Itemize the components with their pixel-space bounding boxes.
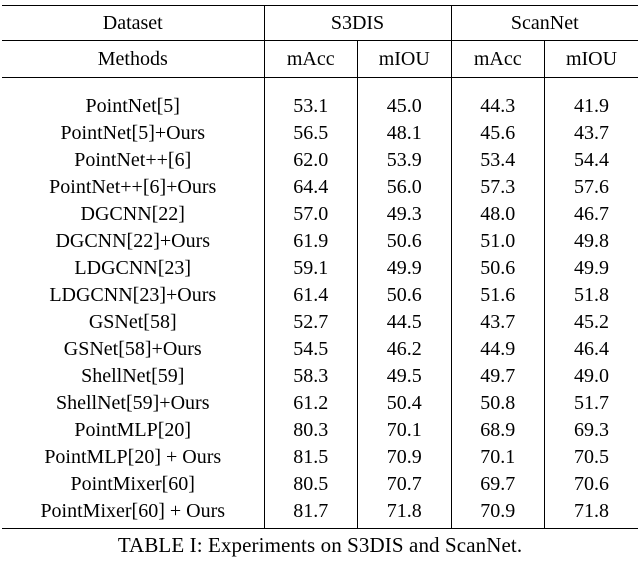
- cell-s3dis-miou: 45.0: [358, 78, 452, 120]
- cell-method: LDGCNN[23]+Ours: [2, 281, 264, 308]
- table-row: [2, 200, 638, 227]
- cell-scannet-macc: 49.7: [451, 362, 545, 389]
- cell-s3dis-miou: 56.0: [358, 173, 452, 200]
- table-row: [2, 389, 638, 416]
- cell-scannet-miou: 70.6: [574, 472, 610, 495]
- cell-method: DGCNN[22]+Ours: [2, 227, 264, 254]
- cell-s3dis-macc: 81.5: [264, 443, 358, 470]
- header-s3dis: S3DIS: [264, 6, 451, 41]
- cell-s3dis-macc: 57.0: [264, 200, 358, 227]
- cell-s3dis-miou: 71.8: [358, 497, 452, 529]
- cell-scannet-macc: 45.6: [451, 119, 545, 146]
- cell-scannet-miou: 49.8: [574, 229, 610, 252]
- table-row: [2, 416, 638, 443]
- cell-scannet-macc: 51.6: [451, 281, 545, 308]
- cell-scannet-miou: 54.4: [574, 148, 610, 171]
- table-caption: TABLE I: Experiments on S3DIS and ScanNet.: [117, 533, 523, 557]
- cell-scannet-macc: 69.7: [451, 470, 545, 497]
- header-dataset: Dataset: [2, 6, 264, 41]
- cell-scannet-miou: 70.5: [574, 445, 610, 468]
- cell-scannet-macc: 51.0: [451, 227, 545, 254]
- cell-s3dis-miou: 53.9: [358, 146, 452, 173]
- cell-scannet-macc: 50.6: [451, 254, 545, 281]
- cell-scannet-miou: 57.6: [574, 175, 610, 198]
- cell-scannet-miou: 41.9: [574, 94, 610, 117]
- cell-s3dis-miou: 50.4: [358, 389, 452, 416]
- cell-method: PointNet++[6]: [2, 146, 264, 173]
- cell-method: GSNet[58]: [2, 308, 264, 335]
- cell-method: PointNet[5]+Ours: [2, 119, 264, 146]
- cell-s3dis-miou: 49.5: [358, 362, 452, 389]
- cell-scannet-miou: 51.8: [574, 283, 610, 306]
- cell-s3dis-miou: 70.7: [358, 470, 452, 497]
- cell-s3dis-macc: 64.4: [264, 173, 358, 200]
- header-s3dis-miou: mIOU: [358, 41, 452, 78]
- cell-s3dis-macc: 54.5: [264, 335, 358, 362]
- cell-s3dis-macc: 59.1: [264, 254, 358, 281]
- table-row: [2, 362, 638, 389]
- cell-scannet-macc: 50.8: [451, 389, 545, 416]
- cell-s3dis-macc: 80.5: [264, 470, 358, 497]
- header-scannet-macc: mAcc: [451, 41, 545, 78]
- table-row: [2, 335, 638, 362]
- cell-scannet-macc: 57.3: [451, 173, 545, 200]
- cell-s3dis-miou: 44.5: [358, 308, 452, 335]
- cell-scannet-macc: 43.7: [451, 308, 545, 335]
- header-s3dis-macc: mAcc: [264, 41, 358, 78]
- cell-scannet-miou: 51.7: [574, 391, 610, 414]
- cell-scannet-macc: 68.9: [451, 416, 545, 443]
- cell-s3dis-macc: 81.7: [264, 497, 358, 529]
- cell-s3dis-macc: 61.2: [264, 389, 358, 416]
- cell-scannet-miou: 43.7: [574, 121, 610, 144]
- table-row: [2, 146, 638, 173]
- cell-s3dis-miou: 48.1: [358, 119, 452, 146]
- cell-method: ShellNet[59]: [2, 362, 264, 389]
- cell-method: PointNet[5]: [2, 78, 264, 120]
- cell-scannet-macc: 70.9: [451, 497, 545, 529]
- table-row: [2, 227, 638, 254]
- cell-scannet-miou: 45.2: [574, 310, 610, 333]
- cell-scannet-macc: 44.9: [451, 335, 545, 362]
- cell-scannet-miou: 69.3: [574, 418, 610, 441]
- cell-s3dis-macc: 61.4: [264, 281, 358, 308]
- cell-s3dis-miou: 49.3: [358, 200, 452, 227]
- cell-method: PointMLP[20] + Ours: [2, 443, 264, 470]
- cell-scannet-miou: 49.0: [574, 364, 610, 387]
- cell-s3dis-macc: 56.5: [264, 119, 358, 146]
- cell-s3dis-macc: 53.1: [264, 78, 358, 120]
- results-body: [2, 78, 638, 529]
- cell-method: ShellNet[59]+Ours: [2, 389, 264, 416]
- results-table: [2, 5, 638, 529]
- cell-s3dis-macc: 62.0: [264, 146, 358, 173]
- cell-method: LDGCNN[23]: [2, 254, 264, 281]
- cell-method: PointNet++[6]+Ours: [2, 173, 264, 200]
- table-row: [2, 443, 638, 470]
- cell-s3dis-miou: 49.9: [358, 254, 452, 281]
- table-row: [2, 497, 638, 529]
- table-row: [2, 281, 638, 308]
- cell-scannet-macc: 48.0: [451, 200, 545, 227]
- cell-scannet-macc: 44.3: [451, 78, 545, 120]
- cell-s3dis-miou: 50.6: [358, 227, 452, 254]
- cell-s3dis-miou: 70.1: [358, 416, 452, 443]
- header-row-dataset: [2, 6, 638, 41]
- cell-scannet-miou: 49.9: [574, 256, 610, 279]
- cell-s3dis-macc: 52.7: [264, 308, 358, 335]
- cell-method: PointMLP[20]: [2, 416, 264, 443]
- header-scannet: ScanNet: [451, 6, 638, 41]
- cell-scannet-miou: 71.8: [545, 497, 639, 529]
- cell-scannet-macc: 53.4: [451, 146, 545, 173]
- table-row: [2, 78, 638, 120]
- table-row: [2, 254, 638, 281]
- header-row-methods: [2, 41, 638, 78]
- cell-s3dis-macc: 61.9: [264, 227, 358, 254]
- table-row: [2, 470, 638, 497]
- cell-scannet-macc: 70.1: [451, 443, 545, 470]
- cell-method: PointMixer[60] + Ours: [2, 497, 264, 529]
- cell-method: GSNet[58]+Ours: [2, 335, 264, 362]
- cell-s3dis-miou: 50.6: [358, 281, 452, 308]
- cell-s3dis-macc: 80.3: [264, 416, 358, 443]
- cell-scannet-miou: 46.4: [574, 337, 610, 360]
- table-row: [2, 173, 638, 200]
- table-row: [2, 308, 638, 335]
- cell-method: PointMixer[60]: [2, 470, 264, 497]
- cell-s3dis-miou: 46.2: [358, 335, 452, 362]
- header-methods: Methods: [2, 41, 264, 78]
- header-scannet-miou: mIOU: [545, 41, 639, 78]
- table-row: [2, 119, 638, 146]
- cell-s3dis-macc: 58.3: [264, 362, 358, 389]
- cell-s3dis-miou: 70.9: [358, 443, 452, 470]
- cell-scannet-miou: 46.7: [574, 202, 610, 225]
- cell-method: DGCNN[22]: [2, 200, 264, 227]
